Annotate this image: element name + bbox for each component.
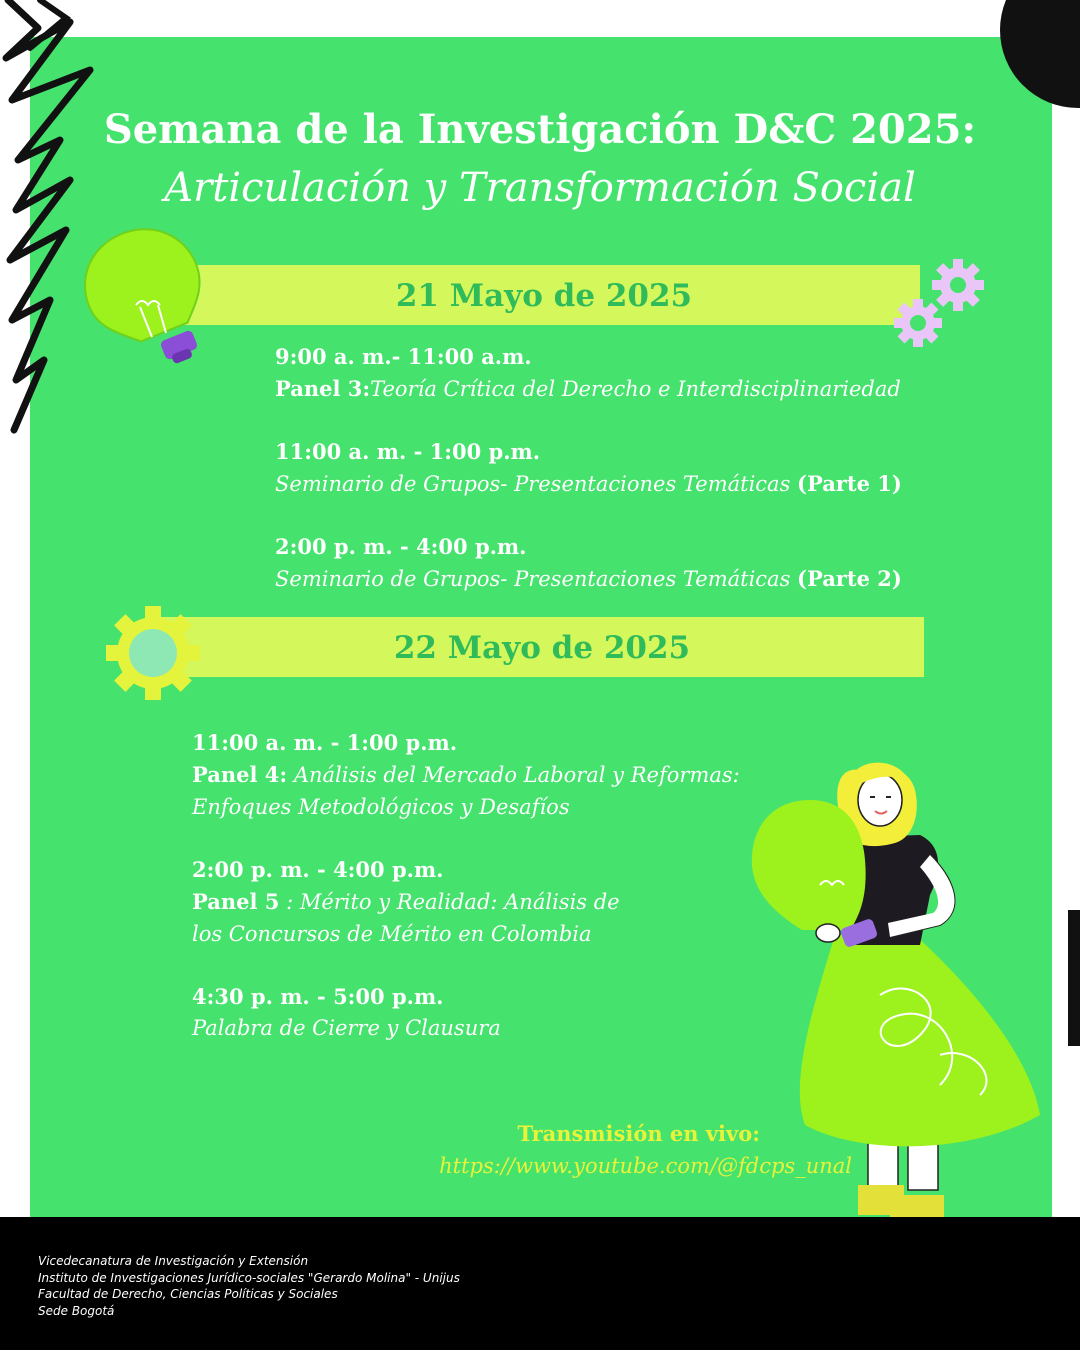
event-time: 4:30 p. m. - 5:00 p.m. bbox=[192, 984, 444, 1009]
black-circle-decoration bbox=[990, 0, 1080, 110]
event-title: Seminario de Grupos- Presentaciones Temáticas bbox=[275, 472, 791, 496]
event-title: Seminario de Grupos- Presentaciones Temáticas bbox=[275, 567, 791, 591]
event-description bbox=[275, 468, 902, 500]
event-title-line2: los Concursos de Mérito en Colombia bbox=[192, 922, 592, 946]
event-description bbox=[192, 759, 740, 791]
date-bar-day2: 22 Mayo de 2025 bbox=[160, 617, 924, 677]
stream-link[interactable]: https://www.youtube.com/@fdcps_unal bbox=[439, 1154, 852, 1178]
woman-with-lightbulb-illustration bbox=[740, 755, 1050, 1217]
footer bbox=[0, 1217, 1080, 1350]
event-label: Panel 4: bbox=[192, 762, 288, 787]
event-description bbox=[192, 886, 620, 918]
gear-icon bbox=[890, 255, 990, 355]
gear-icon bbox=[105, 603, 205, 703]
footer-line: Instituto de Investigaciones Jurídico-sociales "Gerardo Molina" - Unijus bbox=[38, 1270, 460, 1285]
footer-line: Sede Bogotá bbox=[38, 1303, 115, 1318]
event-label: Panel 5 bbox=[192, 889, 280, 914]
event-description bbox=[275, 373, 901, 405]
event-label: Panel 3: bbox=[275, 376, 371, 401]
edge-bar-decoration bbox=[1068, 910, 1080, 1046]
stream-label: Transmisión en vivo: bbox=[517, 1121, 760, 1146]
footer-line: Vicedecanatura de Investigación y Extensión bbox=[38, 1254, 309, 1268]
lightbulb-icon bbox=[80, 225, 210, 370]
event-suffix: (Parte 1) bbox=[797, 471, 902, 496]
page-title: Semana de la Investigación D&C 2025: bbox=[103, 106, 977, 153]
footer-credits bbox=[38, 1253, 460, 1319]
event-title: Teoría Crítica del Derecho e Interdisciplinariedad bbox=[370, 377, 901, 401]
event-title: : Mérito y Realidad: Análisis de bbox=[286, 890, 620, 914]
event-suffix: (Parte 2) bbox=[797, 566, 902, 591]
zigzag-decoration bbox=[0, 0, 120, 440]
footer-line: Facultad de Derecho, Ciencias Políticas y Sociales bbox=[38, 1287, 338, 1301]
event-time: 11:00 a. m. - 1:00 p.m. bbox=[192, 730, 458, 755]
event-time: 2:00 p. m. - 4:00 p.m. bbox=[275, 534, 527, 559]
event-time: 9:00 a. m.- 11:00 a.m. bbox=[275, 344, 532, 369]
event-title: Palabra de Cierre y Clausura bbox=[192, 1016, 501, 1040]
date-bar-day1: 21 Mayo de 2025 bbox=[168, 265, 920, 325]
event-title-line2: Enfoques Metodológicos y Desafíos bbox=[192, 795, 570, 819]
event-time: 11:00 a. m. - 1:00 p.m. bbox=[275, 439, 541, 464]
page-subtitle: Articulación y Transformación Social bbox=[164, 165, 916, 211]
event-title: Análisis del Mercado Laboral y Reformas: bbox=[293, 763, 740, 787]
event-description bbox=[275, 563, 902, 595]
event-time: 2:00 p. m. - 4:00 p.m. bbox=[192, 857, 444, 882]
